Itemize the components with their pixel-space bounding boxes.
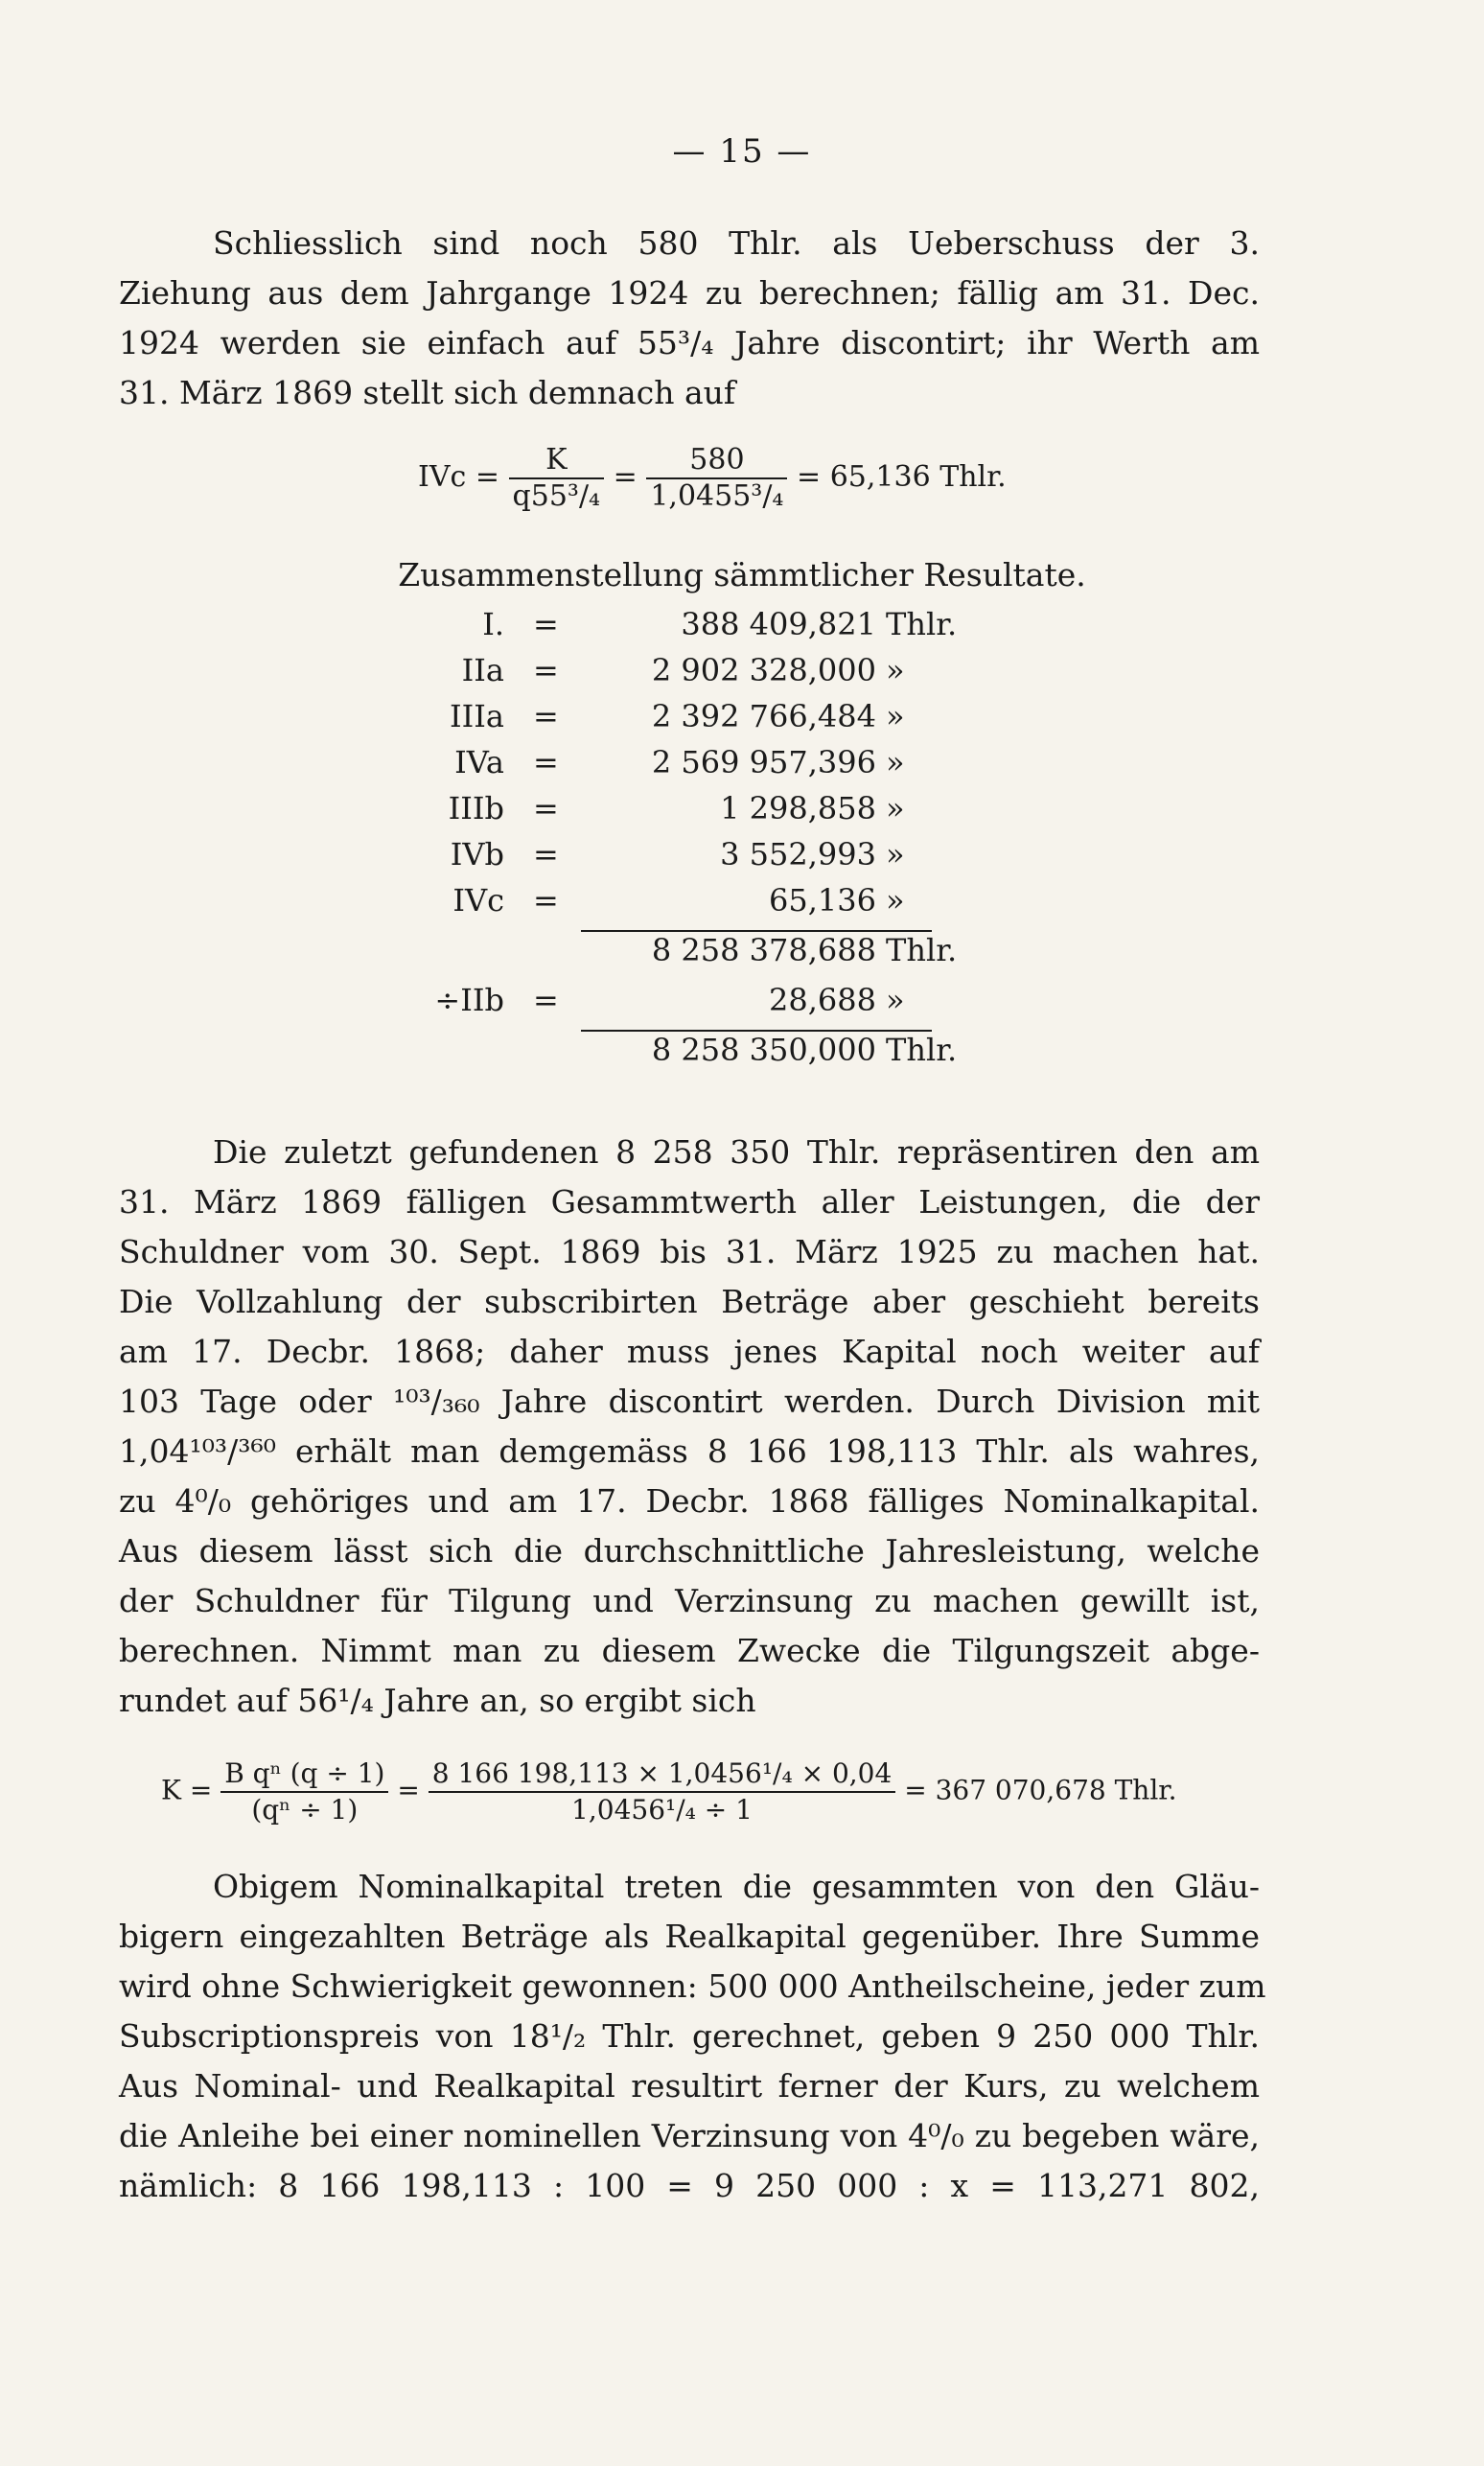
result-row	[0, 744, 1484, 790]
result-unit: »	[886, 652, 905, 688]
text-line: 103 Tage oder ¹⁰³/₃₆₀ Jahre discontirt werden. Durch Division mit	[119, 1383, 1260, 1420]
fraction-numerator: 8 166 198,113 × 1,0456¹/₄ × 0,04	[429, 1756, 896, 1793]
equals-sign: =	[533, 882, 559, 919]
result-value: 3 552,993	[720, 836, 876, 872]
result-value: 2 392 766,484	[651, 698, 876, 734]
result-row	[0, 982, 1484, 1028]
text-line: rundet auf 56¹/₄ Jahre an, so ergibt sich	[119, 1682, 756, 1719]
text-line: Schliesslich sind noch 580 Thlr. als Ueberschuss der 3.	[213, 224, 1260, 262]
equals-sign: =	[533, 744, 559, 780]
equals-sign: =	[533, 606, 559, 642]
text-line: der Schuldner für Tilgung und Verzinsung zu machen gewillt ist,	[119, 1582, 1260, 1619]
result-unit: Thlr.	[886, 606, 958, 642]
result-row	[0, 790, 1484, 836]
result-unit: Thlr.	[886, 1032, 958, 1068]
text-line: die Anleihe bei einer nominellen Verzinsung von 4⁰/₀ zu begeben wäre,	[119, 2117, 1260, 2154]
text-line: berechnen. Nimmt man zu diesem Zwecke die Tilgungszeit abge-	[119, 1632, 1260, 1669]
paragraph-1	[119, 219, 1260, 418]
formula-ivc	[418, 443, 1007, 514]
text-line: 31. März 1869 stellt sich demnach auf	[119, 374, 736, 411]
formula-result: = 65,136 Thlr.	[797, 460, 1007, 494]
text-line: 1,04¹⁰³/³⁶⁰ erhält man demgemäss 8 166 198,113 Thlr. als wahres,	[119, 1432, 1260, 1470]
text-line: Aus Nominal- und Realkapital resultirt ferner der Kurs, zu welchem	[119, 2067, 1260, 2105]
text-line: nämlich: 8 166 198,113 : 100 = 9 250 000 : x = 113,271 802,	[119, 2167, 1260, 2204]
page-number: — 15 —	[672, 132, 812, 171]
result-value: 8 258 378,688	[651, 932, 876, 968]
fraction	[646, 443, 787, 514]
text-line: Obigem Nominalkapital treten die gesammten von den Gläu-	[213, 1868, 1260, 1905]
result-label: IVb	[450, 836, 504, 872]
result-unit: »	[886, 836, 905, 872]
result-row-total	[0, 1032, 1484, 1078]
text-line: am 17. Decbr. 1868; daher muss jenes Kapital noch weiter auf	[119, 1333, 1260, 1370]
text-line: Die zuletzt gefundenen 8 258 350 Thlr. repräsentiren den am	[213, 1133, 1260, 1171]
result-row	[0, 882, 1484, 928]
text-line: 31. März 1869 fälligen Gesammtwerth aller Leistungen, die der	[119, 1183, 1260, 1221]
fraction	[509, 443, 605, 514]
equals-sign: =	[533, 836, 559, 872]
formula-k	[161, 1756, 1176, 1827]
result-unit: Thlr.	[886, 932, 958, 968]
result-unit: »	[886, 982, 905, 1018]
text-line: Subscriptionspreis von 18¹/₂ Thlr. gerechnet, geben 9 250 000 Thlr.	[119, 2017, 1260, 2055]
text-line: Die Vollzahlung der subscribirten Beträge aber geschieht bereits	[119, 1283, 1260, 1320]
result-label: IVc	[452, 882, 504, 919]
fraction-denominator: (qⁿ ÷ 1)	[251, 1794, 359, 1826]
result-value: 388 409,821	[681, 606, 876, 642]
result-label: IIIb	[448, 790, 504, 826]
result-value: 65,136	[769, 882, 876, 919]
result-unit: »	[886, 882, 905, 919]
result-label: IVa	[454, 744, 504, 780]
result-row	[0, 652, 1484, 698]
equals-sign: =	[533, 698, 559, 734]
section-heading: Zusammenstellung sämmtlicher Resultate.	[398, 556, 1086, 593]
result-value: 1 298,858	[720, 790, 876, 826]
result-row	[0, 606, 1484, 652]
result-label: IIIa	[450, 698, 504, 734]
result-unit: »	[886, 698, 905, 734]
result-row	[0, 698, 1484, 744]
fraction	[429, 1756, 896, 1827]
result-row	[0, 836, 1484, 882]
fraction-numerator: K	[509, 443, 605, 479]
equals-sign: =	[533, 652, 559, 688]
text-line: 1924 werden sie einfach auf 55³/₄ Jahre discontirt; ihr Werth am	[119, 324, 1260, 361]
fraction	[220, 1756, 388, 1827]
result-row-subtotal	[0, 932, 1484, 978]
result-label: IIa	[461, 652, 504, 688]
result-unit: »	[886, 744, 905, 780]
paragraph-2	[119, 1128, 1260, 1726]
fraction-numerator: 580	[646, 443, 787, 479]
text-line: zu 4⁰/₀ gehöriges und am 17. Decbr. 1868 fälliges Nominalkapital.	[119, 1482, 1260, 1520]
text-line: Ziehung aus dem Jahrgange 1924 zu berechnen; fällig am 31. Dec.	[119, 274, 1260, 312]
equals-sign: =	[533, 790, 559, 826]
fraction-numerator: B qⁿ (q ÷ 1)	[220, 1756, 388, 1793]
equals-sign: =	[613, 460, 638, 494]
result-label: ÷IIb	[434, 982, 504, 1018]
result-value: 2 569 957,396	[651, 744, 876, 780]
text-line: Schuldner vom 30. Sept. 1869 bis 31. März 1925 zu machen hat.	[119, 1233, 1260, 1270]
result-value: 8 258 350,000	[651, 1032, 876, 1068]
formula-lhs: IVc =	[418, 460, 499, 494]
fraction-denominator: 1,0456¹/₄ ÷ 1	[571, 1794, 753, 1826]
formula-result: = 367 070,678 Thlr.	[904, 1774, 1177, 1806]
fraction-denominator: 1,0455³/₄	[650, 479, 784, 513]
paragraph-3	[119, 1862, 1266, 2211]
text-line: wird ohne Schwierigkeit gewonnen: 500 000 Antheilscheine, jeder zum	[119, 1967, 1266, 2005]
result-label: I.	[482, 606, 504, 642]
equals-sign: =	[533, 982, 559, 1018]
fraction-denominator: q55³/₄	[512, 479, 601, 513]
result-unit: »	[886, 790, 905, 826]
equals-sign: =	[397, 1774, 420, 1806]
result-value: 2 902 328,000	[651, 652, 876, 688]
formula-lhs: K =	[161, 1774, 213, 1806]
text-line: bigern eingezahlten Beträge als Realkapital gegenüber. Ihre Summe	[119, 1918, 1260, 1955]
text-line: Aus diesem lässt sich die durchschnittliche Jahresleistung, welche	[119, 1532, 1260, 1570]
result-value: 28,688	[769, 982, 876, 1018]
